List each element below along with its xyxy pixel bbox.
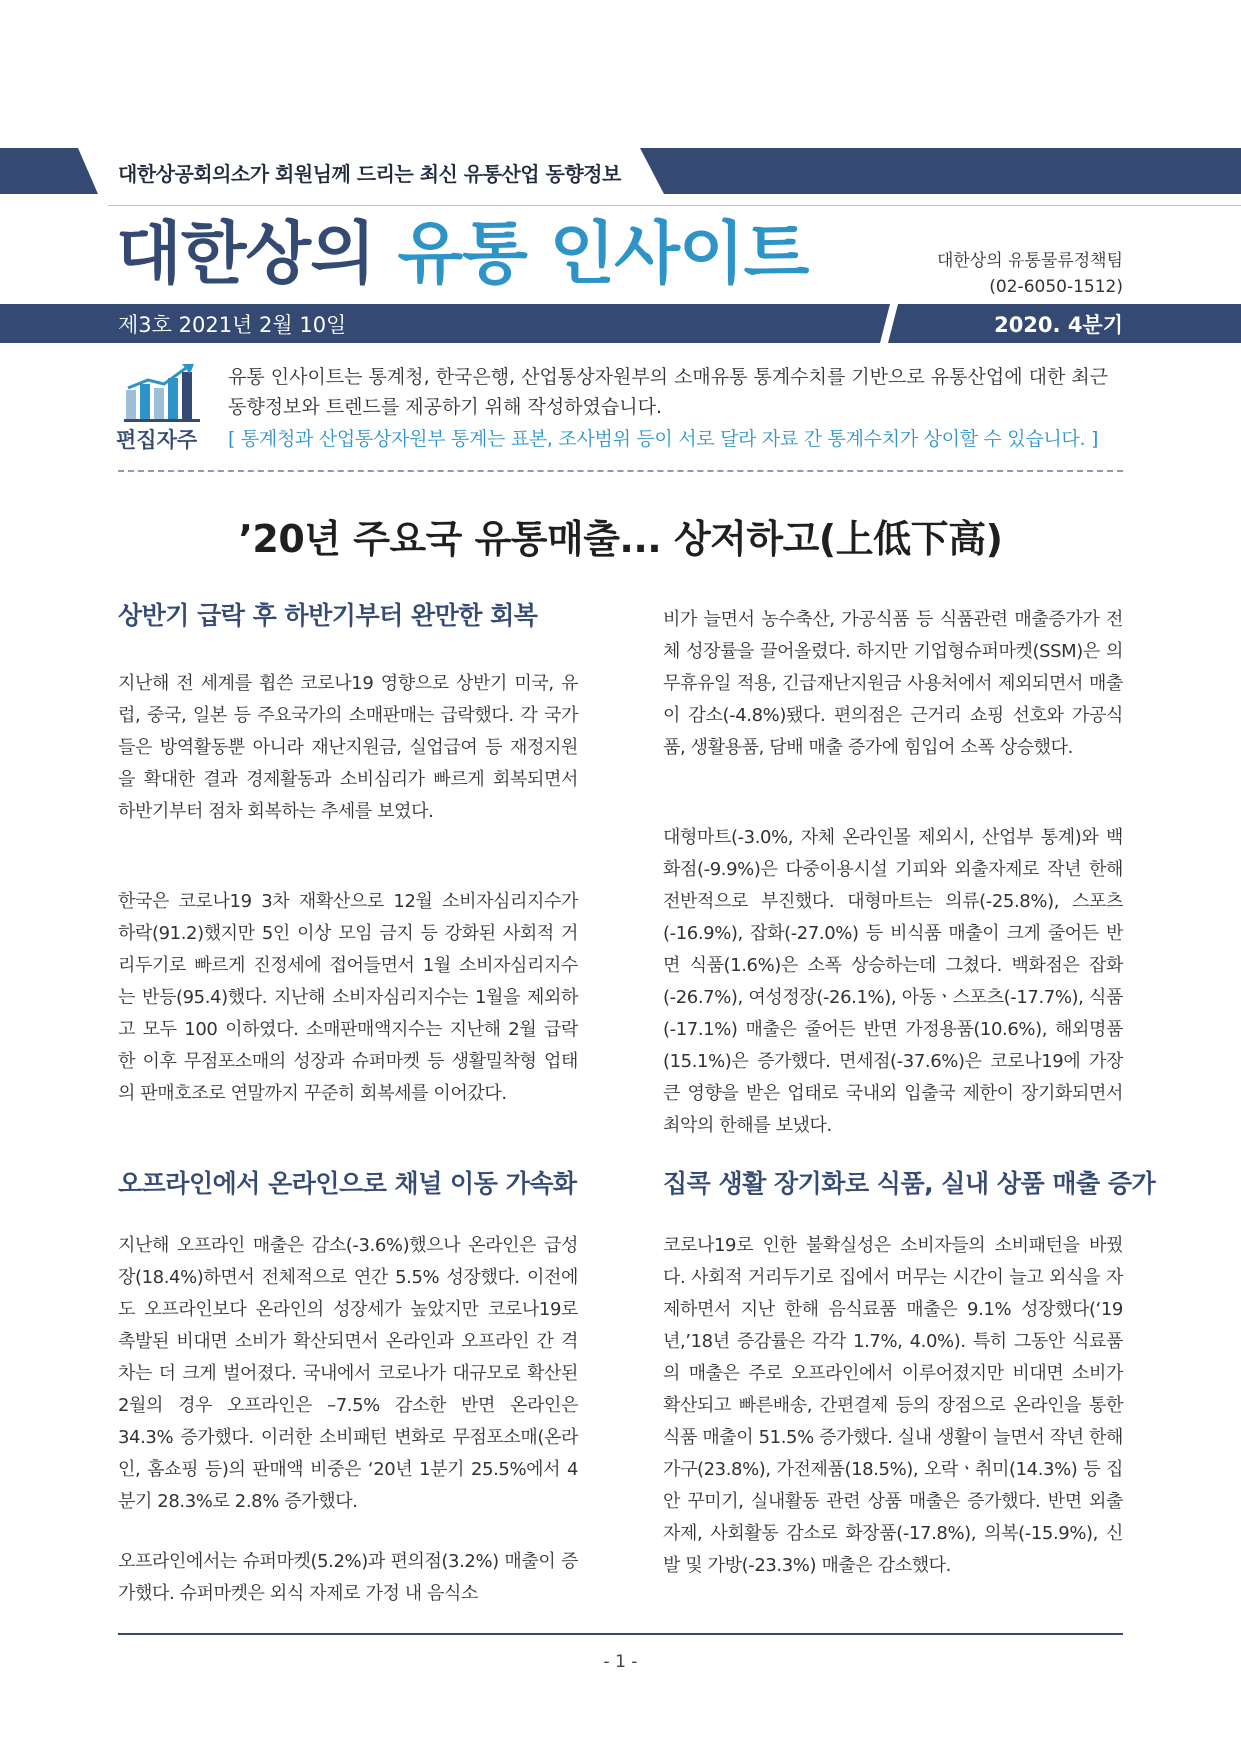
page-number: - 1 - <box>603 1652 638 1672</box>
top-band-right-accent <box>640 148 1241 194</box>
team-phone: (02-6050-1512) <box>989 277 1123 297</box>
section-title-3: 집콕 생활 장기화로 식품, 실내 상품 매출 증가 <box>663 1169 1156 1198</box>
section-title-1: 상반기 급락 후 하반기부터 완만한 회복 <box>118 601 538 630</box>
publisher-info <box>937 248 1123 300</box>
paragraph: 지난해 전 세계를 휩쓴 코로나19 영향으로 상반기 미국, 유럽, 중국, 일본 등 주요국가의 소매판매는 급락했다. 각 국가들은 방역활동뿐 아니라 재난지원금, 실업급여 등 재정지원을 확대한 결과 경제활동과 소비심리가 빠르게 회복되면서 하반기부터 점차 회복하는 추세를 보였다. <box>118 673 578 822</box>
headline: ’20년 주요국 유통매출... 상저하고(上低下高) <box>238 517 1003 561</box>
paragraph: 오프라인에서는 슈퍼마켓(5.2%)과 편의점(3.2%) 매출이 증가했다. 슈퍼마켓은 외식 자제로 가정 내 음식소 <box>118 1551 578 1604</box>
bar-chart-growth-icon <box>124 362 202 422</box>
team-name: 대한상의 유통물류정책팀 <box>936 251 1123 271</box>
editor-note-label: 편집자주 <box>116 428 198 452</box>
tagline: 대한상공회의소가 회원님께 드리는 최신 유통산업 동향정보 <box>118 162 621 186</box>
paragraph: 지난해 오프라인 매출은 감소(-3.6%)했으나 온라인은 급성장(18.4%)하면서 전체적으로 연간 5.5% 성장했다. 이전에도 오프라인보다 온라인의 성장세가 높았지만 코로나19로 촉발된 비대면 소비가 확산되면서 온라인과 오프라인 간 격차는 더 크게 벌어졌다. 국내에서 코로나가 대규모로 확산된 2월의 경우 오프라인은 –7.5% 감소한 반면 온라인은 34.3% 증가했다. 이러한 소비패턴 변화로 무점포소매(온라인, 홈쇼핑 등)의 판매액 비중은 ‘20년 1분기 25.5%에서 4분기 28.3%로 2.8% 증가했다. <box>118 1235 578 1512</box>
divider <box>108 205 1241 206</box>
paragraph: 비가 늘면서 농수축산, 가공식품 등 식품관련 매출증가가 전체 성장률을 끌어올렸다. 하지만 기업형슈퍼마켓(SSM)은 의무휴유일 적용, 긴급재난지원금 사용처에서 제외되면서 매출이 감소(-4.8%)됐다. 편의점은 근거리 쇼핑 선호와 가공식품, 생활용품, 담배 매출 증가에 힘입어 소폭 상승했다. <box>663 609 1123 758</box>
dashed-divider <box>118 470 1123 472</box>
editor-note-disclaimer: [ 통계청과 산업통상자원부 통계는 표본, 조사범위 등이 서로 달라 자료 간 통계수치가 상이할 수 있습니다. ] <box>228 428 1099 450</box>
title-part1: 대한상의 <box>116 215 375 294</box>
section-title-2: 오프라인에서 온라인으로 채널 이동 가속화 <box>118 1169 577 1198</box>
paragraph: 대형마트(-3.0%, 자체 온라인몰 제외시, 산업부 통계)와 백화점(-9.9%)은 다중이용시설 기피와 외출자제로 작년 한해 전반적으로 부진했다. 대형마트는 의류(-25.8%), 스포츠(-16.9%), 잡화(-27.0%) 등 비식품 매출이 크게 줄어든 반면 식품(1.6%)은 소폭 상승하는데 그쳤다. 백화점은 잡화(-26.7%), 여성정장(-26.1%), 아동ㆍ스포츠(-17.7%), 식품(-17.1%) 매출은 줄어든 반면 가정용품(10.6%), 해외명품(15.1%)은 증가했다. 면세점(-37.6%)은 코로나19에 가장 큰 영향을 받은 업태로 국내외 입출국 제한이 장기화되면서 최악의 한해를 보냈다. <box>663 827 1123 1136</box>
issue-period: 2020. 4분기 <box>994 313 1123 337</box>
newsletter-title <box>116 210 808 300</box>
issue-date: 제3호 2021년 2월 10일 <box>118 313 347 337</box>
footer-rule <box>118 1633 1123 1635</box>
paragraph: 코로나19로 인한 불확실성은 소비자들의 소비패턴을 바꿨다. 사회적 거리두기로 집에서 머무는 시간이 늘고 외식을 자제하면서 지난 한해 음식료품 매출은 9.1% 성장했다(‘19년,’18년 증감률은 각각 1.7%, 4.0%). 특히 그동안 식료품의 매출은 주로 오프라인에서 이루어졌지만 비대면 소비가 확산되고 빠른배송, 간편결제 등의 장점으로 온라인을 통한 식품 매출이 51.5% 증가했다. 실내 생활이 늘면서 작년 한해 가구(23.8%), 가전제품(18.5%), 오락ㆍ취미(14.3%) 등 집안 꾸미기, 실내활동 관련 상품 매출은 증가했다. 반면 외출자제, 사회활동 감소로 화장품(-17.8%), 의복(-15.9%), 신발 및 가방(-23.3%) 매출은 감소했다. <box>663 1235 1123 1576</box>
editor-note-text: 유통 인사이트는 통계청, 한국은행, 산업통상자원부의 소매유통 통계수치를 기반으로 유통산업에 대한 최근 동향정보와 트렌드를 제공하기 위해 작성하였습니다. <box>228 366 1109 418</box>
paragraph: 한국은 코로나19 3차 재확산으로 12월 소비자심리지수가 하락(91.2)했지만 5인 이상 모임 금지 등 강화된 사회적 거리두기로 빠르게 진정세에 접어들면서 1월 소비자심리지수는 반등(95.4)했다. 지난해 소비자심리지수는 1월을 제외하고 모두 100 이하였다. 소매판매액지수는 지난해 2월 급락한 이후 무점포소매의 성장과 슈퍼마켓 등 생활밀착형 업태의 판매호조로 연말까지 꾸준히 회복세를 이어갔다. <box>118 891 578 1104</box>
title-part2: 유통 인사이트 <box>397 215 809 294</box>
